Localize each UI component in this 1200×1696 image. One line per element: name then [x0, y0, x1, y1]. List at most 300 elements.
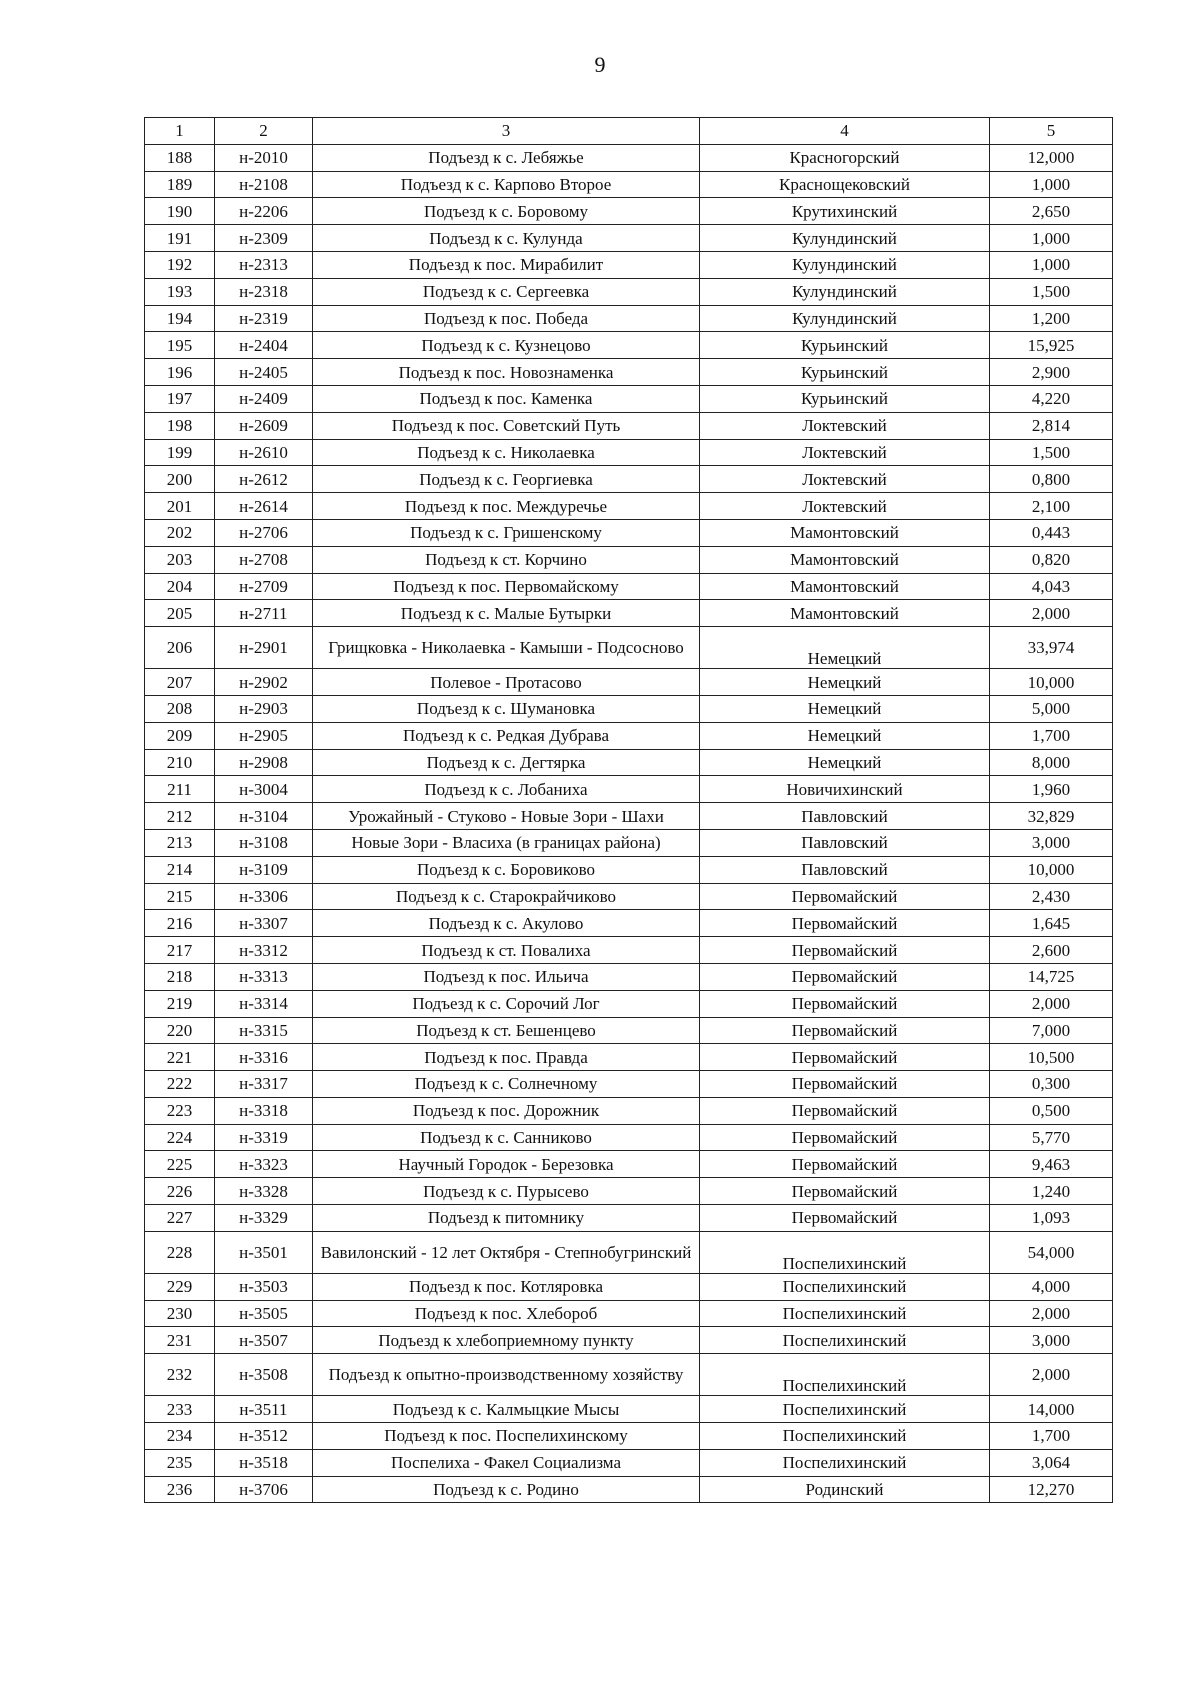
road-name-cell: Подъезд к хлебоприемному пункту [313, 1327, 700, 1354]
road-name-cell: Подъезд к с. Старокрайчиково [313, 883, 700, 910]
length-cell: 5,000 [990, 695, 1113, 722]
row-number-cell: 230 [145, 1300, 215, 1327]
length-cell: 15,925 [990, 332, 1113, 359]
length-cell: 2,000 [990, 600, 1113, 627]
table-row [145, 1300, 1113, 1327]
road-name-cell: Подъезд к пос. Первомайскому [313, 573, 700, 600]
column-header-number: 1 [145, 118, 215, 145]
district-cell: Первомайский [700, 1178, 990, 1205]
table-row [145, 829, 1113, 856]
row-number-cell: 188 [145, 144, 215, 171]
road-name-cell: Грищковка - Николаевка - Камыши - Подсосново [313, 627, 700, 669]
table-row [145, 546, 1113, 573]
district-cell: Родинский [700, 1476, 990, 1503]
road-code-cell: н-3512 [215, 1423, 313, 1450]
table-row [145, 412, 1113, 439]
district-cell: Первомайский [700, 990, 990, 1017]
road-code-cell: н-2206 [215, 198, 313, 225]
length-cell: 2,000 [990, 1354, 1113, 1396]
row-number-cell: 198 [145, 412, 215, 439]
district-cell: Поспелихинский [700, 1449, 990, 1476]
length-cell: 3,000 [990, 1327, 1113, 1354]
table-row [145, 305, 1113, 332]
road-code-cell: н-2903 [215, 695, 313, 722]
length-cell: 7,000 [990, 1017, 1113, 1044]
column-header-code: 2 [215, 118, 313, 145]
length-cell: 10,000 [990, 669, 1113, 696]
district-cell: Красногорский [700, 144, 990, 171]
table-row [145, 198, 1113, 225]
length-cell: 1,500 [990, 278, 1113, 305]
road-code-cell: н-3505 [215, 1300, 313, 1327]
row-number-cell: 234 [145, 1423, 215, 1450]
district-cell: Первомайский [700, 1017, 990, 1044]
road-name-cell: Подъезд к с. Боровому [313, 198, 700, 225]
road-code-cell: н-2010 [215, 144, 313, 171]
row-number-cell: 207 [145, 669, 215, 696]
table-body [145, 144, 1113, 1503]
length-cell: 33,974 [990, 627, 1113, 669]
district-cell: Павловский [700, 856, 990, 883]
row-number-cell: 201 [145, 493, 215, 520]
length-cell: 3,000 [990, 829, 1113, 856]
district-cell: Поспелихинский [700, 1300, 990, 1327]
row-number-cell: 229 [145, 1273, 215, 1300]
table-row [145, 776, 1113, 803]
table-row [145, 803, 1113, 830]
row-number-cell: 200 [145, 466, 215, 493]
length-cell: 14,725 [990, 963, 1113, 990]
length-cell: 2,814 [990, 412, 1113, 439]
district-cell: Курьинский [700, 385, 990, 412]
road-code-cell: н-2404 [215, 332, 313, 359]
road-code-cell: н-2711 [215, 600, 313, 627]
road-code-cell: н-2405 [215, 359, 313, 386]
road-code-cell: н-2610 [215, 439, 313, 466]
road-name-cell: Подъезд к ст. Корчино [313, 546, 700, 573]
road-name-cell: Подъезд к с. Гришенскому [313, 519, 700, 546]
road-code-cell: н-2108 [215, 171, 313, 198]
road-name-cell: Подъезд к питомнику [313, 1205, 700, 1232]
road-code-cell: н-3329 [215, 1205, 313, 1232]
road-code-cell: н-3315 [215, 1017, 313, 1044]
road-code-cell: н-3706 [215, 1476, 313, 1503]
road-name-cell: Подъезд к ст. Бешенцево [313, 1017, 700, 1044]
length-cell: 8,000 [990, 749, 1113, 776]
road-name-cell: Подъезд к пос. Советский Путь [313, 412, 700, 439]
district-cell: Мамонтовский [700, 546, 990, 573]
district-cell: Первомайский [700, 1151, 990, 1178]
road-code-cell: н-2313 [215, 251, 313, 278]
road-code-cell: н-2709 [215, 573, 313, 600]
road-name-cell: Новые Зори - Власиха (в границах района) [313, 829, 700, 856]
road-name-cell: Подъезд к с. Шумановка [313, 695, 700, 722]
district-cell: Поспелихинский [700, 1327, 990, 1354]
length-cell: 0,300 [990, 1071, 1113, 1098]
row-number-cell: 196 [145, 359, 215, 386]
row-number-cell: 202 [145, 519, 215, 546]
table-row [145, 910, 1113, 937]
district-cell: Первомайский [700, 883, 990, 910]
road-code-cell: н-3104 [215, 803, 313, 830]
district-cell: Новичихинский [700, 776, 990, 803]
length-cell: 12,000 [990, 144, 1113, 171]
length-cell: 2,100 [990, 493, 1113, 520]
row-number-cell: 204 [145, 573, 215, 600]
table-row [145, 332, 1113, 359]
row-number-cell: 211 [145, 776, 215, 803]
road-name-cell: Подъезд к с. Сорочий Лог [313, 990, 700, 1017]
length-cell: 2,430 [990, 883, 1113, 910]
page-number: 9 [594, 52, 606, 77]
road-name-cell: Подъезд к опытно-производственному хозяйству [313, 1354, 700, 1396]
road-code-cell: н-2612 [215, 466, 313, 493]
roads-table [144, 117, 1113, 1503]
road-code-cell: н-3109 [215, 856, 313, 883]
road-name-cell: Подъезд к с. Георгиевка [313, 466, 700, 493]
road-name-cell: Полевое - Протасово [313, 669, 700, 696]
road-name-cell: Подъезд к с. Николаевка [313, 439, 700, 466]
length-cell: 1,500 [990, 439, 1113, 466]
length-cell: 1,000 [990, 171, 1113, 198]
road-code-cell: н-3317 [215, 1071, 313, 1098]
row-number-cell: 223 [145, 1097, 215, 1124]
length-cell: 1,000 [990, 251, 1113, 278]
district-cell: Локтевский [700, 412, 990, 439]
district-cell: Павловский [700, 829, 990, 856]
length-cell: 3,064 [990, 1449, 1113, 1476]
road-name-cell: Подъезд к с. Лебяжье [313, 144, 700, 171]
table-row [145, 749, 1113, 776]
table-row [145, 359, 1113, 386]
district-cell: Первомайский [700, 1071, 990, 1098]
table-row [145, 990, 1113, 1017]
district-cell: Первомайский [700, 937, 990, 964]
road-code-cell: н-3508 [215, 1354, 313, 1396]
road-name-cell: Подъезд к пос. Победа [313, 305, 700, 332]
district-cell: Краснощековский [700, 171, 990, 198]
column-header-road-name: 3 [313, 118, 700, 145]
table-row [145, 627, 1113, 669]
table-row [145, 722, 1113, 749]
table-row [145, 439, 1113, 466]
row-number-cell: 208 [145, 695, 215, 722]
row-number-cell: 212 [145, 803, 215, 830]
length-cell: 1,960 [990, 776, 1113, 803]
row-number-cell: 214 [145, 856, 215, 883]
road-name-cell: Подъезд к пос. Междуречье [313, 493, 700, 520]
district-cell: Кулундинский [700, 278, 990, 305]
row-number-cell: 233 [145, 1396, 215, 1423]
road-name-cell: Поспелиха - Факел Социализма [313, 1449, 700, 1476]
road-code-cell: н-3318 [215, 1097, 313, 1124]
road-code-cell: н-3501 [215, 1231, 313, 1273]
road-name-cell: Подъезд к пос. Дорожник [313, 1097, 700, 1124]
row-number-cell: 195 [145, 332, 215, 359]
length-cell: 12,270 [990, 1476, 1113, 1503]
length-cell: 4,220 [990, 385, 1113, 412]
road-code-cell: н-3306 [215, 883, 313, 910]
row-number-cell: 222 [145, 1071, 215, 1098]
road-code-cell: н-2309 [215, 225, 313, 252]
district-cell: Первомайский [700, 910, 990, 937]
row-number-cell: 216 [145, 910, 215, 937]
length-cell: 2,650 [990, 198, 1113, 225]
length-cell: 2,900 [990, 359, 1113, 386]
district-cell: Немецкий [700, 669, 990, 696]
length-cell: 2,600 [990, 937, 1113, 964]
road-name-cell: Подъезд к с. Пурысево [313, 1178, 700, 1205]
table-row [145, 1231, 1113, 1273]
district-cell: Локтевский [700, 439, 990, 466]
table-row [145, 1423, 1113, 1450]
road-name-cell: Вавилонский - 12 лет Октября - Степнобугринский [313, 1231, 700, 1273]
row-number-cell: 197 [145, 385, 215, 412]
road-code-cell: н-2318 [215, 278, 313, 305]
row-number-cell: 224 [145, 1124, 215, 1151]
row-number-cell: 213 [145, 829, 215, 856]
table-row [145, 937, 1113, 964]
road-name-cell: Подъезд к с. Санниково [313, 1124, 700, 1151]
length-cell: 10,000 [990, 856, 1113, 883]
table-row [145, 1124, 1113, 1151]
length-cell: 14,000 [990, 1396, 1113, 1423]
district-cell: Немецкий [700, 722, 990, 749]
road-code-cell: н-3108 [215, 829, 313, 856]
road-name-cell: Подъезд к пос. Правда [313, 1044, 700, 1071]
row-number-cell: 194 [145, 305, 215, 332]
road-name-cell: Подъезд к с. Кулунда [313, 225, 700, 252]
road-name-cell: Подъезд к пос. Ильича [313, 963, 700, 990]
table-row [145, 1354, 1113, 1396]
row-number-cell: 215 [145, 883, 215, 910]
table-row [145, 1205, 1113, 1232]
header-row [145, 118, 1113, 145]
length-cell: 9,463 [990, 1151, 1113, 1178]
road-code-cell: н-2901 [215, 627, 313, 669]
district-cell: Поспелихинский [700, 1354, 990, 1396]
table-row [145, 519, 1113, 546]
table-row [145, 466, 1113, 493]
length-cell: 5,770 [990, 1124, 1113, 1151]
row-number-cell: 236 [145, 1476, 215, 1503]
road-name-cell: Урожайный - Стуково - Новые Зори - Шахи [313, 803, 700, 830]
length-cell: 54,000 [990, 1231, 1113, 1273]
road-name-cell: Подъезд к пос. Новознаменка [313, 359, 700, 386]
road-name-cell: Подъезд к с. Солнечному [313, 1071, 700, 1098]
length-cell: 0,820 [990, 546, 1113, 573]
length-cell: 1,645 [990, 910, 1113, 937]
district-cell: Поспелихинский [700, 1231, 990, 1273]
road-code-cell: н-2905 [215, 722, 313, 749]
row-number-cell: 220 [145, 1017, 215, 1044]
table-row [145, 1071, 1113, 1098]
road-code-cell: н-3313 [215, 963, 313, 990]
district-cell: Поспелихинский [700, 1273, 990, 1300]
district-cell: Немецкий [700, 749, 990, 776]
road-name-cell: Подъезд к ст. Повалиха [313, 937, 700, 964]
district-cell: Кулундинский [700, 225, 990, 252]
road-code-cell: н-3507 [215, 1327, 313, 1354]
road-name-cell: Подъезд к с. Боровиково [313, 856, 700, 883]
column-header-district: 4 [700, 118, 990, 145]
table-row [145, 251, 1113, 278]
district-cell: Локтевский [700, 493, 990, 520]
district-cell: Крутихинский [700, 198, 990, 225]
road-name-cell: Подъезд к с. Родино [313, 1476, 700, 1503]
road-name-cell: Подъезд к пос. Каменка [313, 385, 700, 412]
length-cell: 10,500 [990, 1044, 1113, 1071]
road-code-cell: н-2708 [215, 546, 313, 573]
table-row [145, 225, 1113, 252]
row-number-cell: 206 [145, 627, 215, 669]
row-number-cell: 199 [145, 439, 215, 466]
table-row [145, 171, 1113, 198]
road-name-cell: Подъезд к с. Редкая Дубрава [313, 722, 700, 749]
district-cell: Курьинский [700, 359, 990, 386]
road-code-cell: н-2609 [215, 412, 313, 439]
row-number-cell: 217 [145, 937, 215, 964]
table-row [145, 493, 1113, 520]
road-code-cell: н-3511 [215, 1396, 313, 1423]
table-row [145, 883, 1113, 910]
length-cell: 1,200 [990, 305, 1113, 332]
table-row [145, 1396, 1113, 1423]
length-cell: 1,240 [990, 1178, 1113, 1205]
district-cell: Мамонтовский [700, 600, 990, 627]
row-number-cell: 189 [145, 171, 215, 198]
row-number-cell: 231 [145, 1327, 215, 1354]
table-row [145, 1017, 1113, 1044]
road-name-cell: Подъезд к с. Дегтярка [313, 749, 700, 776]
length-cell: 0,800 [990, 466, 1113, 493]
row-number-cell: 205 [145, 600, 215, 627]
length-cell: 1,000 [990, 225, 1113, 252]
road-name-cell: Подъезд к с. Акулово [313, 910, 700, 937]
column-header-length: 5 [990, 118, 1113, 145]
row-number-cell: 193 [145, 278, 215, 305]
road-code-cell: н-3323 [215, 1151, 313, 1178]
district-cell: Локтевский [700, 466, 990, 493]
road-name-cell: Подъезд к пос. Поспелихинскому [313, 1423, 700, 1450]
table-row [145, 669, 1113, 696]
district-cell: Первомайский [700, 963, 990, 990]
table-row [145, 1476, 1113, 1503]
row-number-cell: 192 [145, 251, 215, 278]
length-cell: 1,700 [990, 722, 1113, 749]
district-cell: Первомайский [700, 1124, 990, 1151]
length-cell: 32,829 [990, 803, 1113, 830]
road-name-cell: Подъезд к пос. Хлебороб [313, 1300, 700, 1327]
length-cell: 4,000 [990, 1273, 1113, 1300]
road-name-cell: Подъезд к с. Калмыцкие Мысы [313, 1396, 700, 1423]
district-cell: Мамонтовский [700, 573, 990, 600]
length-cell: 4,043 [990, 573, 1113, 600]
district-cell: Первомайский [700, 1097, 990, 1124]
road-code-cell: н-3307 [215, 910, 313, 937]
road-code-cell: н-3503 [215, 1273, 313, 1300]
row-number-cell: 228 [145, 1231, 215, 1273]
table-row [145, 1151, 1113, 1178]
row-number-cell: 219 [145, 990, 215, 1017]
road-code-cell: н-3319 [215, 1124, 313, 1151]
district-cell: Кулундинский [700, 251, 990, 278]
road-code-cell: н-3004 [215, 776, 313, 803]
district-cell: Павловский [700, 803, 990, 830]
row-number-cell: 232 [145, 1354, 215, 1396]
table-row [145, 573, 1113, 600]
table-row [145, 278, 1113, 305]
length-cell: 0,443 [990, 519, 1113, 546]
row-number-cell: 227 [145, 1205, 215, 1232]
table-row [145, 385, 1113, 412]
table-row [145, 1044, 1113, 1071]
district-cell: Первомайский [700, 1205, 990, 1232]
district-cell: Поспелихинский [700, 1423, 990, 1450]
district-cell: Кулундинский [700, 305, 990, 332]
table-row [145, 1097, 1113, 1124]
road-code-cell: н-3312 [215, 937, 313, 964]
row-number-cell: 226 [145, 1178, 215, 1205]
road-name-cell: Подъезд к с. Малые Бутырки [313, 600, 700, 627]
district-cell: Первомайский [700, 1044, 990, 1071]
road-code-cell: н-2706 [215, 519, 313, 546]
length-cell: 2,000 [990, 1300, 1113, 1327]
row-number-cell: 218 [145, 963, 215, 990]
table-row [145, 695, 1113, 722]
length-cell: 0,500 [990, 1097, 1113, 1124]
road-name-cell: Научный Городок - Березовка [313, 1151, 700, 1178]
table-row [145, 963, 1113, 990]
road-name-cell: Подъезд к с. Лобаниха [313, 776, 700, 803]
row-number-cell: 210 [145, 749, 215, 776]
row-number-cell: 191 [145, 225, 215, 252]
road-code-cell: н-2902 [215, 669, 313, 696]
road-name-cell: Подъезд к пос. Мирабилит [313, 251, 700, 278]
row-number-cell: 209 [145, 722, 215, 749]
length-cell: 2,000 [990, 990, 1113, 1017]
table-row [145, 1178, 1113, 1205]
row-number-cell: 221 [145, 1044, 215, 1071]
road-name-cell: Подъезд к с. Карпово Второе [313, 171, 700, 198]
table-row [145, 1449, 1113, 1476]
length-cell: 1,093 [990, 1205, 1113, 1232]
table-row [145, 1327, 1113, 1354]
road-code-cell: н-3316 [215, 1044, 313, 1071]
road-name-cell: Подъезд к с. Кузнецово [313, 332, 700, 359]
table-row [145, 600, 1113, 627]
road-code-cell: н-2908 [215, 749, 313, 776]
road-code-cell: н-2319 [215, 305, 313, 332]
district-cell: Курьинский [700, 332, 990, 359]
row-number-cell: 225 [145, 1151, 215, 1178]
row-number-cell: 235 [145, 1449, 215, 1476]
road-name-cell: Подъезд к с. Сергеевка [313, 278, 700, 305]
road-code-cell: н-3328 [215, 1178, 313, 1205]
table-row [145, 144, 1113, 171]
row-number-cell: 190 [145, 198, 215, 225]
district-cell: Немецкий [700, 695, 990, 722]
row-number-cell: 203 [145, 546, 215, 573]
road-code-cell: н-3314 [215, 990, 313, 1017]
road-name-cell: Подъезд к пос. Котляровка [313, 1273, 700, 1300]
district-cell: Мамонтовский [700, 519, 990, 546]
district-cell: Поспелихинский [700, 1396, 990, 1423]
road-code-cell: н-3518 [215, 1449, 313, 1476]
table-row [145, 1273, 1113, 1300]
length-cell: 1,700 [990, 1423, 1113, 1450]
road-code-cell: н-2614 [215, 493, 313, 520]
